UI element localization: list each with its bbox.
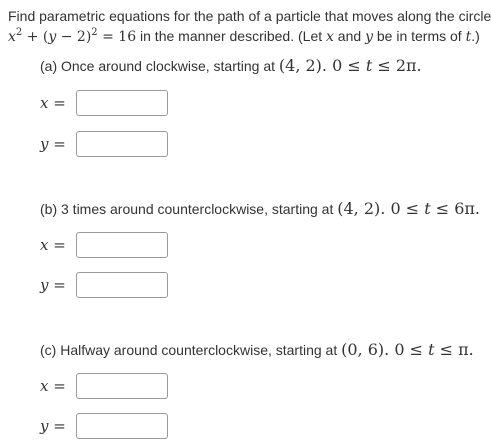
part-b-x-row bbox=[40, 232, 168, 258]
part-c-start-point: (0, 6). bbox=[341, 340, 390, 359]
part-c-x-label: x = bbox=[40, 377, 66, 395]
part-b-x-input[interactable] bbox=[76, 232, 168, 258]
problem-prompt bbox=[8, 6, 491, 49]
part-a-y-row bbox=[40, 131, 168, 157]
part-a-x-row bbox=[40, 90, 168, 116]
prompt-line-1: Find parametric equations for the path of a particle that moves along the circle bbox=[8, 8, 491, 24]
part-b-y-input[interactable] bbox=[76, 272, 168, 298]
prompt-line-2: $x^2 + (y - 2)^2 = 16$ in the manner described. (Let x and y be in terms of t.) bbox=[8, 27, 480, 45]
part-b-heading: (b) 3 times around counterclockwise, starting at (4, 2). 0 ≤ t ≤ 6π. bbox=[40, 199, 480, 218]
part-b-y-label: y = bbox=[40, 276, 66, 294]
part-b-x-label: x = bbox=[40, 236, 66, 254]
part-a-x-label: x = bbox=[40, 94, 66, 112]
part-c-x-row bbox=[40, 373, 168, 399]
part-a-x-input[interactable] bbox=[76, 90, 168, 116]
part-b-start-point: (4, 2). bbox=[337, 199, 386, 218]
part-c-y-row bbox=[40, 413, 168, 439]
part-a-y-label: y = bbox=[40, 135, 66, 153]
circle-equation: $x^2 + (y - 2)^2 = 16$ bbox=[8, 27, 137, 45]
part-a-y-input[interactable] bbox=[76, 131, 168, 157]
part-c-y-input[interactable] bbox=[76, 413, 168, 439]
part-c-heading: (c) Halfway around counterclockwise, starting at (0, 6). 0 ≤ t ≤ π. bbox=[40, 340, 474, 359]
part-a-heading: (a) Once around clockwise, starting at (4, 2). 0 ≤ t ≤ 2π. bbox=[40, 56, 422, 75]
part-a-start-point: (4, 2). bbox=[278, 56, 327, 75]
part-b-y-row bbox=[40, 272, 168, 298]
part-c-x-input[interactable] bbox=[76, 373, 168, 399]
part-c-y-label: y = bbox=[40, 417, 66, 435]
